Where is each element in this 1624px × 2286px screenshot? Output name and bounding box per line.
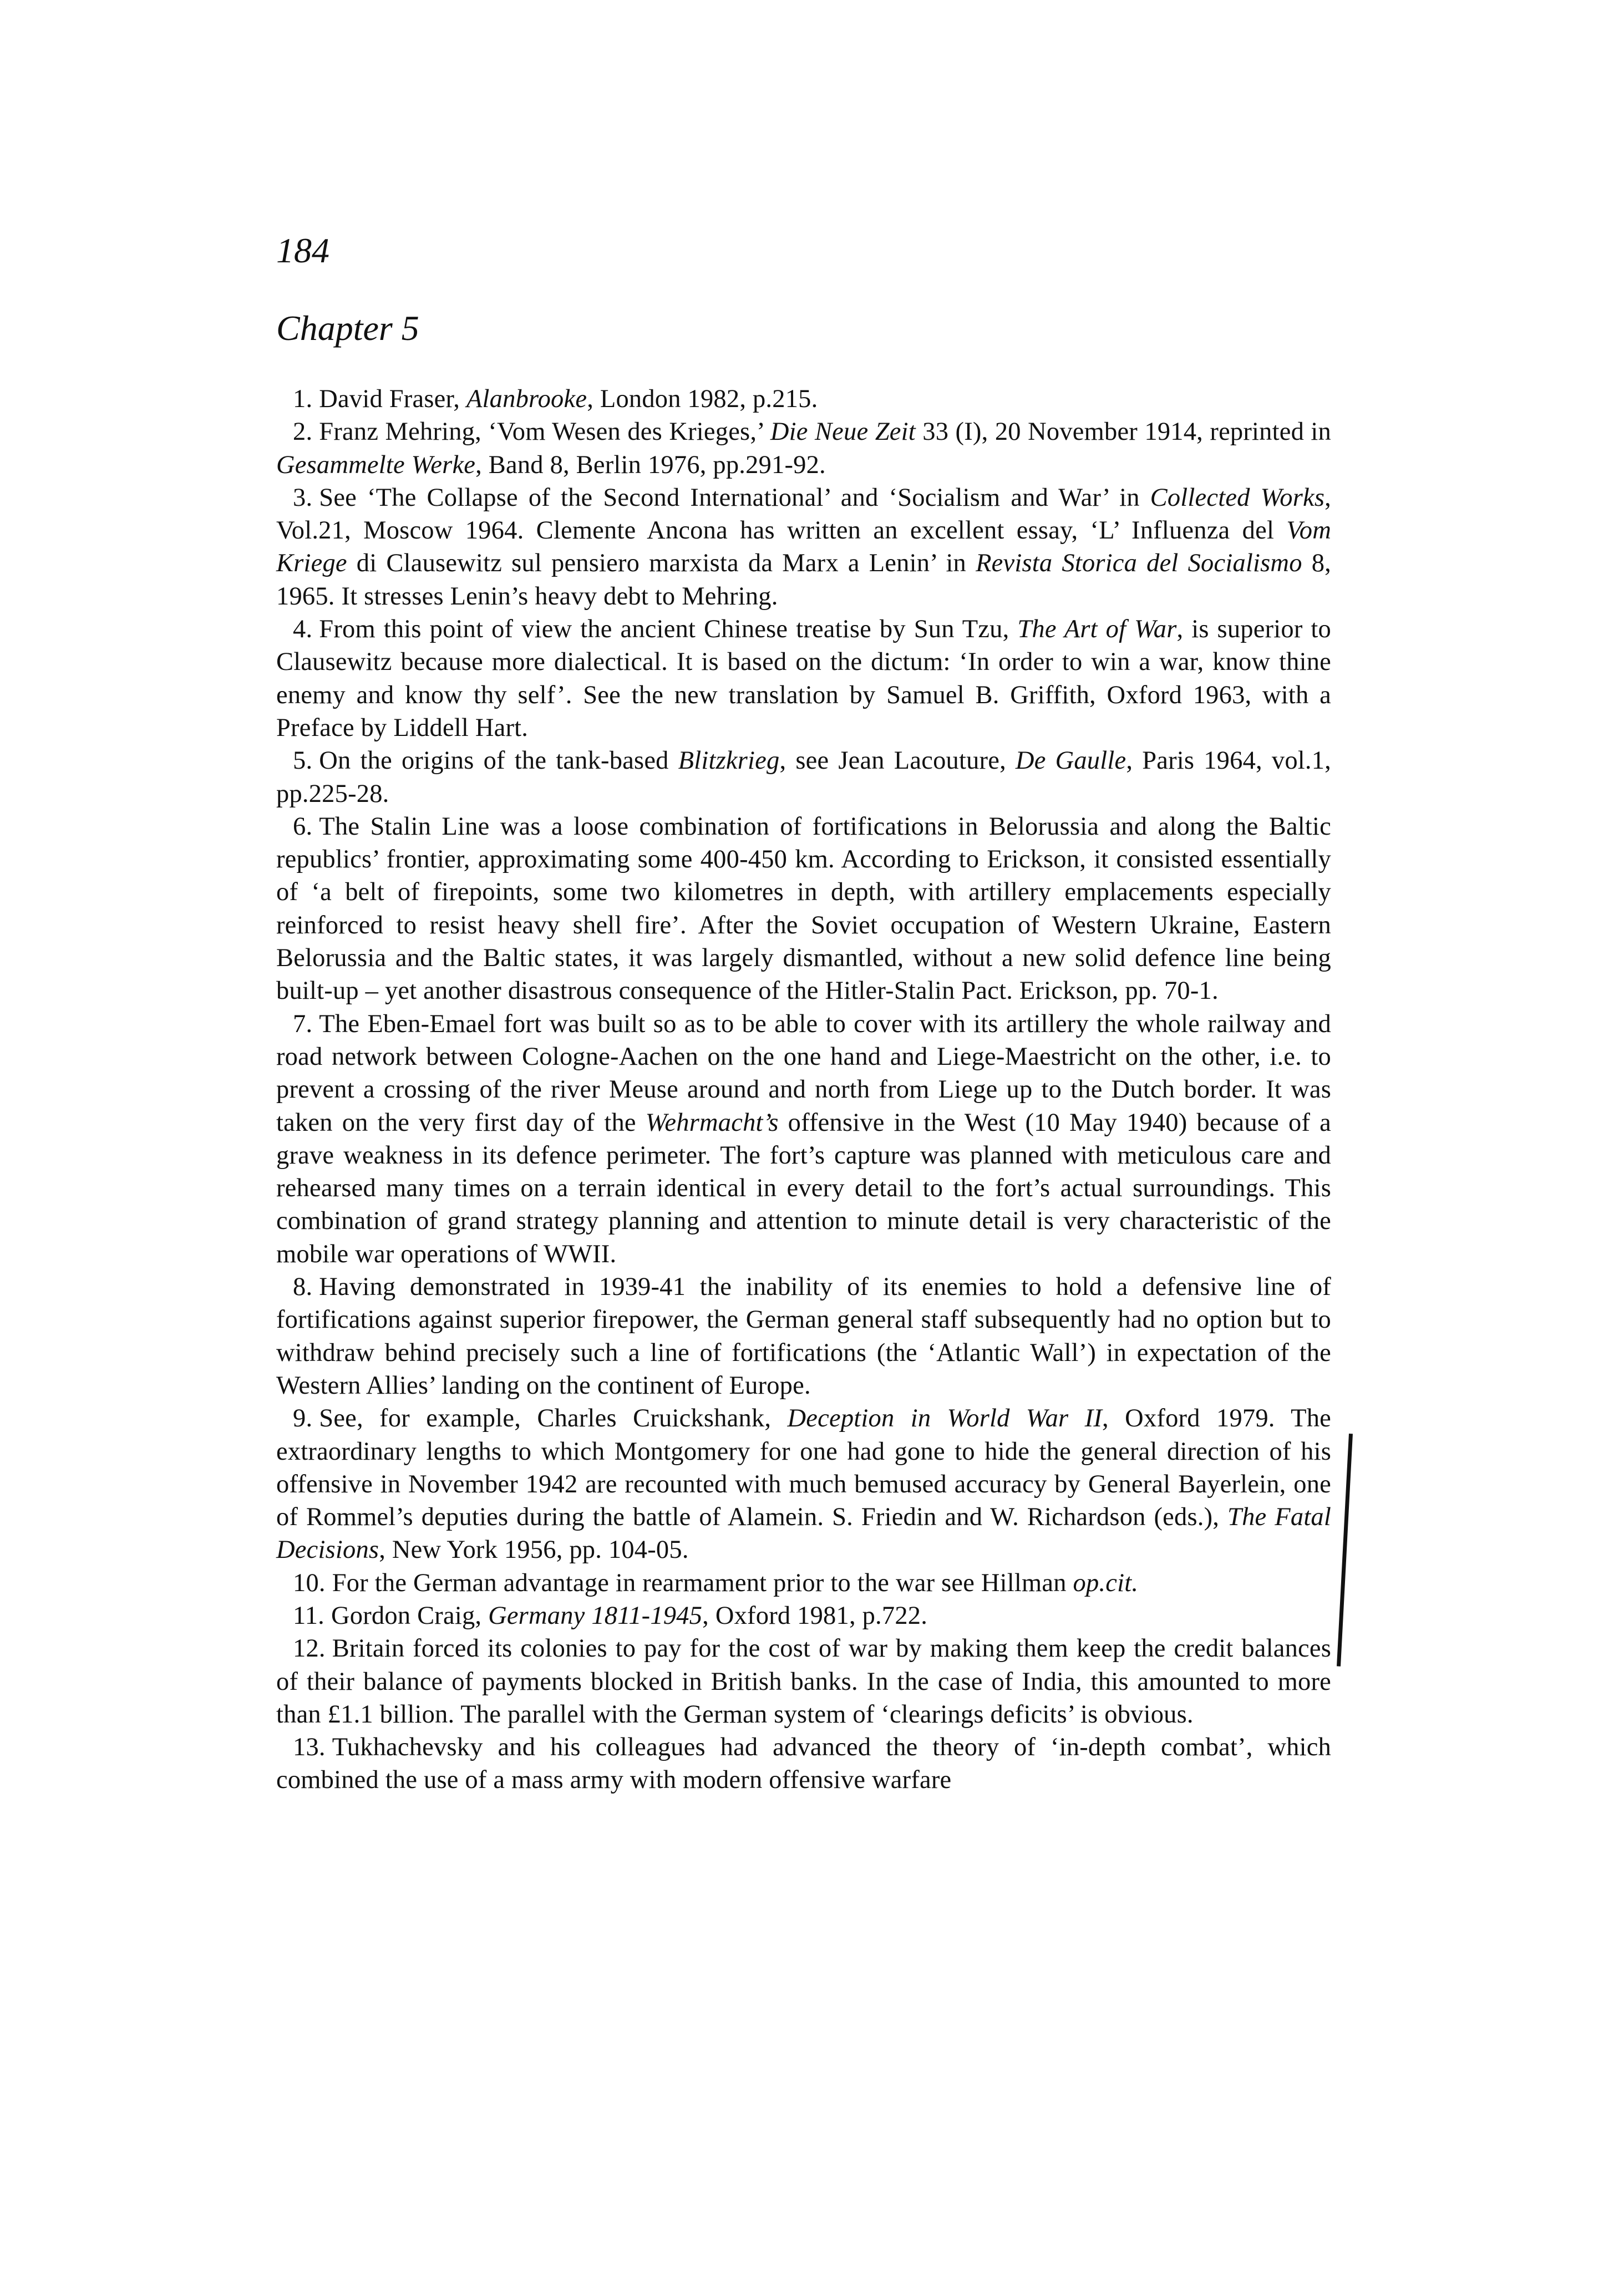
- endnote-italic-text: The Fatal Decisions: [276, 1503, 1332, 1564]
- endnote-number: 13.: [293, 1733, 326, 1762]
- endnote-text: David Fraser,: [319, 385, 466, 413]
- endnote-text: See, for example, Charles Cruickshank,: [319, 1404, 788, 1433]
- page-number: 184: [276, 231, 329, 270]
- endnote-italic-text: Die Neue Zeit: [770, 418, 916, 446]
- endnote-number: 8.: [293, 1273, 313, 1302]
- endnote: [276, 1599, 1331, 1632]
- endnotes-list: [276, 383, 1331, 1797]
- endnote-text: See ‘The Collapse of the Second International’ and ‘Socialism and War’ in: [319, 483, 1150, 512]
- chapter-title: Chapter 5: [276, 308, 419, 348]
- endnote: [276, 481, 1331, 613]
- endnote: [276, 1271, 1331, 1402]
- endnote-text: The Stalin Line was a loose combination of fortifications in Belorussia and along the Baltic republics’ frontier, approximating some 400-450 km. According to Erickson, it consisted essentially of ‘a belt of firepoints, some two kilometres in depth, with artillery emplacements especially reinforced to resist heavy shell fire’. After the Soviet occupation of Western Ukraine, Eastern Belorussia and the Baltic states, it was largely dismantled, without a new solid defence line being built-up – yet another disastrous consequence of the Hitler-Stalin Pact. Erickson, pp. 70-1.: [276, 812, 1331, 1005]
- endnote-italic-text: Collected Works: [1150, 483, 1325, 512]
- endnote: [276, 383, 1331, 415]
- endnote-italic-text: Vom Kriege: [276, 516, 1331, 578]
- endnote-text: Franz Mehring, ‘Vom Wesen des Krieges,’: [319, 418, 770, 446]
- endnote-text: di Clausewitz sul pensiero marxista da Marx a Lenin’ in: [347, 549, 976, 578]
- endnote: [276, 1731, 1331, 1797]
- endnote-text: The Eben-Emael fort was built so as to be able to cover with its artillery the whole railway and road network between Cologne-Aachen on the one hand and Liege-Maestricht on the other, i.e. to prevent a crossing of the river Meuse around and north from Liege up to the Dutch border. It was taken on the very first day of the: [276, 1009, 1331, 1137]
- endnote-number: 9.: [293, 1404, 313, 1433]
- endnote-number: 3.: [293, 483, 313, 512]
- endnote-text: For the German advantage in rearmament prior to the war see Hillman: [332, 1568, 1073, 1597]
- endnote-number: 4.: [293, 615, 313, 644]
- endnote-italic-text: Alanbrooke: [466, 385, 587, 413]
- endnote-text: Tukhachevsky and his colleagues had advanced the theory of ‘in-depth combat’, which combined the use of a mass army with modern offensive warfare: [276, 1733, 1331, 1795]
- endnote-italic-text: Blitzkrieg: [678, 746, 780, 775]
- endnote-text: , Oxford 1981, p.722.: [702, 1601, 928, 1630]
- endnote-italic-text: The Art of War: [1017, 615, 1177, 644]
- endnote: [276, 613, 1331, 744]
- endnote-number: 7.: [293, 1009, 313, 1038]
- endnote-text: Having demonstrated in 1939-41 the inability of its enemies to hold a defensive line of fortifications against superior firepower, the German general staff subsequently had no option but to withdraw behind precisely such a line of fortifications (the ‘Atlantic Wall’) in expectation of the Western Allies’ landing on the continent of Europe.: [276, 1273, 1331, 1400]
- endnote-number: 6.: [293, 812, 313, 841]
- endnote-text: Britain forced its colonies to pay for the cost of war by making them keep the credit balances of their balance of payments blocked in British banks. In the case of India, this amounted to more than £1.1 billion. The parallel with the German system of ‘clearings deficits’ is obvious.: [276, 1634, 1331, 1729]
- endnote-number: 11.: [293, 1601, 324, 1630]
- endnote-text: , see Jean Lacouture,: [779, 746, 1016, 775]
- endnote-italic-text: Wehrmacht’s: [645, 1108, 779, 1137]
- endnote-text: , Oxford 1979. The extraordinary lengths to which Montgomery for one had gone to hide the general direction of his offensive in November 1942 are recounted with much bemused accuracy by General Bayerlein, one of Rommel’s deputies during the battle of Alamein. S. Friedin and W. Richardson (eds.),: [276, 1404, 1331, 1532]
- endnote-text: , is superior to Clausewitz because more dialectical. It is based on the dictum: ‘In order to win a war, know thine enemy and know thy self’. See the new translation by Samuel B. Griffith, Oxford 1963, with a Preface by Liddell Hart.: [276, 615, 1331, 742]
- endnote-text: , London 1982, p.215.: [587, 385, 818, 413]
- endnote: [276, 810, 1331, 1008]
- endnote-text: 33 (I), 20 November 1914, reprinted in: [915, 418, 1332, 446]
- margin-mark: [1337, 1434, 1353, 1667]
- endnote-number: 10.: [293, 1568, 326, 1597]
- endnote: [276, 1632, 1331, 1731]
- endnote-text: , Vol.21, Moscow 1964. Clemente Ancona has written an excellent essay, ‘L’ Influenza del: [276, 483, 1331, 545]
- endnote-number: 1.: [293, 385, 313, 413]
- endnote-text: On the origins of the tank-based: [319, 746, 678, 775]
- endnote-number: 12.: [293, 1634, 326, 1663]
- endnote: [276, 1008, 1331, 1271]
- endnote: [276, 744, 1331, 810]
- endnote-number: 2.: [293, 418, 313, 446]
- endnote-italic-text: Gesammelte Werke: [276, 450, 476, 479]
- endnote-text: From this point of view the ancient Chinese treatise by Sun Tzu,: [319, 615, 1018, 644]
- endnote-text: offensive in the West (10 May 1940) because of a grave weakness in its defence perimeter. The fort’s capture was planned with meticulous care and rehearsed many times on a terrain identical in every detail to the fort’s actual surroundings. This combination of grand strategy planning and attention to minute detail is very characteristic of the mobile war operations of WWII.: [276, 1108, 1331, 1268]
- endnote-italic-text: Revista Storica del Socialismo: [976, 549, 1302, 578]
- endnote-text: Gordon Craig,: [331, 1601, 489, 1630]
- endnote-number: 5.: [293, 746, 313, 775]
- endnote-italic-text: De Gaulle: [1015, 746, 1126, 775]
- endnote-italic-text: op.cit.: [1073, 1568, 1139, 1597]
- endnote-text: , New York 1956, pp. 104-05.: [379, 1536, 689, 1564]
- endnote: [276, 1567, 1331, 1599]
- endnote: [276, 1402, 1331, 1566]
- endnote-text: , Band 8, Berlin 1976, pp.291-92.: [475, 450, 826, 479]
- endnote-text: , Paris 1964, vol.1, pp.225-28.: [276, 746, 1332, 808]
- endnote-italic-text: Deception in World War II: [787, 1404, 1103, 1433]
- endnote-text: 8, 1965. It stresses Lenin’s heavy debt to Mehring.: [276, 549, 1331, 611]
- endnote: [276, 415, 1331, 481]
- endnote-italic-text: Germany 1811-1945: [488, 1601, 703, 1630]
